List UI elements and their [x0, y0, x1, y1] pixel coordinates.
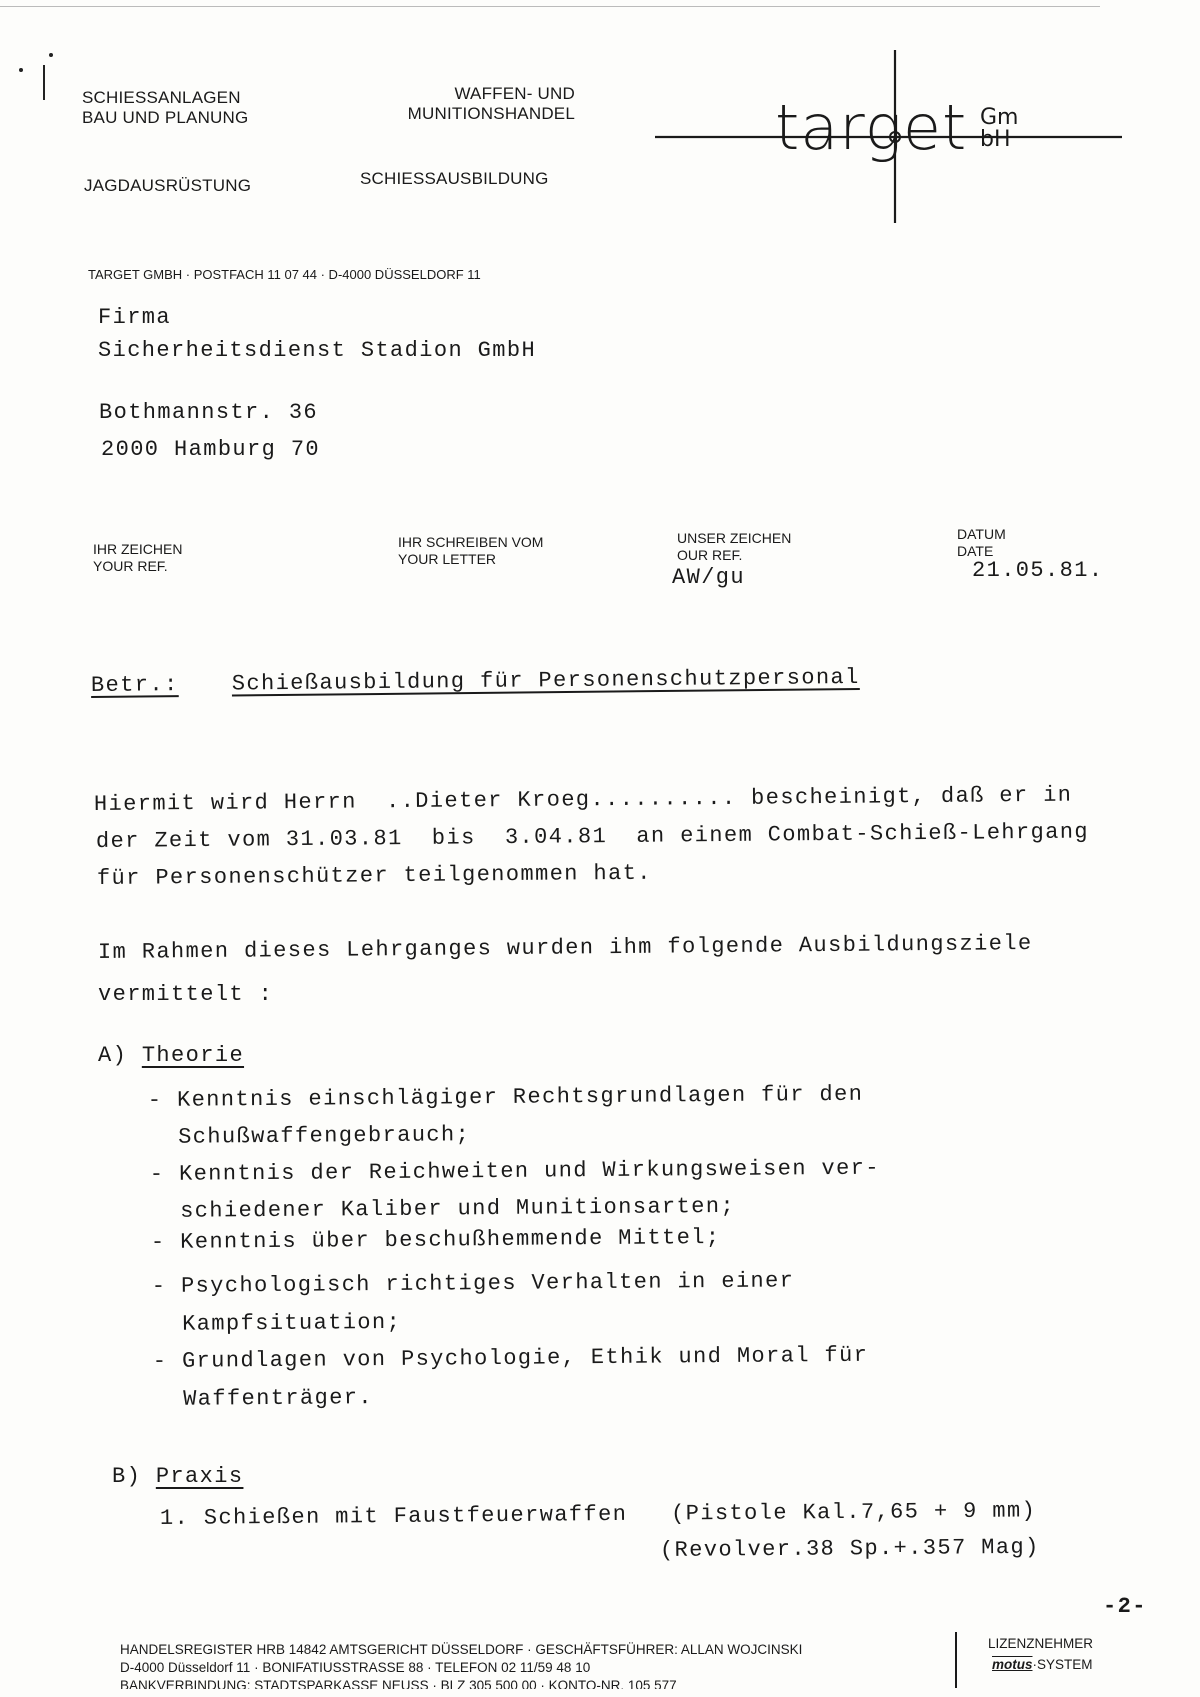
course-end-date: 3.04.81 — [504, 824, 608, 851]
list-item-text: - Kenntnis über beschußhemmende Mittel; — [150, 1225, 721, 1255]
target-logo — [650, 45, 1130, 225]
licence-system — [992, 1656, 1093, 1673]
body-text: bis — [431, 825, 476, 851]
list-item-text: schiedener Kaliber und Munitionsarten; — [180, 1193, 736, 1224]
service-line: WAFFEN- UND — [454, 84, 575, 103]
body-text: Hiermit wird Herrn — [93, 789, 357, 817]
return-address: TARGET GMBH · POSTFACH 11 07 44 · D-4000 DÜSSELDORF 11 — [88, 267, 481, 282]
body-line2 — [96, 819, 1089, 854]
ref-label: YOUR LETTER — [398, 551, 497, 567]
list-item-text: Kampfsituation; — [182, 1309, 402, 1337]
date-value: 21.05.81. — [972, 558, 1104, 583]
list-item-text: Schießen mit Faustfeuerwaffen — [203, 1501, 628, 1531]
list-item-text: - Kenntnis der Reichweiten und Wirkungsweisen ver- — [149, 1155, 881, 1188]
logo-suffix-bottom: bH — [980, 127, 1011, 152]
participant-name: Dieter Kroeg — [415, 787, 591, 814]
ref-label: IHR ZEICHEN — [93, 541, 183, 557]
footer-divider — [955, 1632, 957, 1688]
praxis-item-1 — [160, 1498, 1036, 1531]
footer-address: D-4000 Düsseldorf 11 · BONIFATIUSSTRASSE 88 · TELEFON 02 11/59 48 10 — [120, 1660, 591, 1675]
service-trade — [375, 84, 575, 124]
body-text: bescheinigt, daß er in — [750, 782, 1073, 811]
service-planning — [82, 88, 248, 128]
theorie-item — [152, 1262, 795, 1344]
praxis-item-1-detail: (Revolver.38 Sp.+.357 Mag) — [659, 1534, 1040, 1563]
section-title: Praxis — [155, 1464, 244, 1489]
theorie-item — [151, 1225, 721, 1255]
body-line3: für Personenschützer teilgenommen hat. — [96, 860, 652, 891]
subject-line — [91, 665, 860, 698]
body-text: der Zeit vom — [95, 827, 272, 854]
motus-logo: motus — [992, 1657, 1033, 1672]
ref-your-letter — [398, 534, 543, 568]
ref-date — [957, 526, 1006, 560]
service-line: MUNITIONSHANDEL — [407, 104, 575, 123]
recipient-line3: Bothmannstr. 36 — [99, 400, 319, 425]
ref-our-ref — [677, 530, 791, 564]
service-training: SCHIESSAUSBILDUNG — [360, 169, 549, 188]
body-line5: vermittelt : — [98, 982, 274, 1007]
list-number: 1. — [159, 1505, 190, 1531]
recipient-line1: Firma — [98, 305, 172, 330]
ref-label: YOUR REF. — [93, 558, 168, 574]
section-label: B) — [112, 1464, 142, 1489]
margin-marks — [40, 60, 50, 110]
body-line1: Hiermit wird Herrn ..Dieter Kroeg.......... bescheinigt, daß er in — [93, 782, 1073, 817]
our-ref-value: AW/gu — [672, 565, 746, 590]
recipient-line4: 2000 Hamburg 70 — [101, 437, 321, 462]
course-start-date: 31.03.81 — [285, 826, 403, 853]
service-line: BAU UND PLANUNG — [82, 108, 249, 127]
ref-label: UNSER ZEICHEN — [677, 530, 792, 546]
list-item-text: - Grundlagen von Psychologie, Ethik und Moral für — [152, 1342, 869, 1375]
section-theorie-heading — [98, 1043, 244, 1068]
licence-suffix: ·SYSTEM — [1032, 1657, 1093, 1672]
theorie-item — [150, 1150, 881, 1230]
ref-label: DATUM — [957, 526, 1006, 542]
theorie-item — [153, 1337, 869, 1419]
service-line: SCHIESSANLAGEN — [82, 88, 241, 107]
list-item-text: - Psychologisch richtiges Verhalten in einer — [151, 1268, 795, 1300]
ref-label: IHR SCHREIBEN VOM — [398, 534, 544, 550]
ref-label: DATE — [957, 543, 994, 559]
list-item-text: - Kenntnis einschlägiger Rechtsgrundlagen für den — [147, 1081, 864, 1114]
list-item-text: Waffenträger. — [183, 1385, 374, 1412]
licence-label: LIZENZNEHMER — [988, 1636, 1094, 1651]
ref-your-ref — [93, 541, 182, 575]
subject-label: Betr.: — [90, 672, 179, 698]
footer-registry: HANDELSREGISTER HRB 14842 AMTSGERICHT DÜSSELDORF · GESCHÄFTSFÜHRER: ALLAN WOJCINSKI — [120, 1642, 803, 1657]
section-label: A) — [98, 1043, 128, 1068]
logo-suffix-top: Gm — [980, 105, 1019, 130]
subject-text: Schießausbildung für Personenschutzpersonal — [231, 664, 860, 697]
logo-text: target — [775, 91, 968, 164]
body-text: an einem Combat-Schieß-Lehrgang — [636, 819, 1090, 849]
service-hunting: JAGDAUSRÜSTUNG — [84, 176, 252, 195]
recipient-line2: Sicherheitsdienst Stadion GmbH — [98, 338, 537, 363]
weapon-detail: (Pistole Kal.7,65 + 9 mm) — [670, 1498, 1037, 1527]
list-item-text: Schußwaffengebrauch; — [178, 1122, 471, 1150]
ref-label: OUR REF. — [677, 547, 743, 563]
top-edge-line — [0, 6, 1100, 7]
page-marker: -2- — [1103, 1594, 1147, 1619]
theorie-item — [148, 1076, 864, 1156]
section-praxis-heading — [112, 1464, 243, 1489]
body-line4: Im Rahmen dieses Lehrganges wurden ihm folgende Ausbildungsziele — [97, 931, 1033, 965]
footer-bank: BANKVERBINDUNG: STADTSPARKASSE NEUSS · BLZ 305 500 00 · KONTO-NR. 105 577 — [120, 1678, 677, 1689]
section-title: Theorie — [141, 1043, 245, 1068]
